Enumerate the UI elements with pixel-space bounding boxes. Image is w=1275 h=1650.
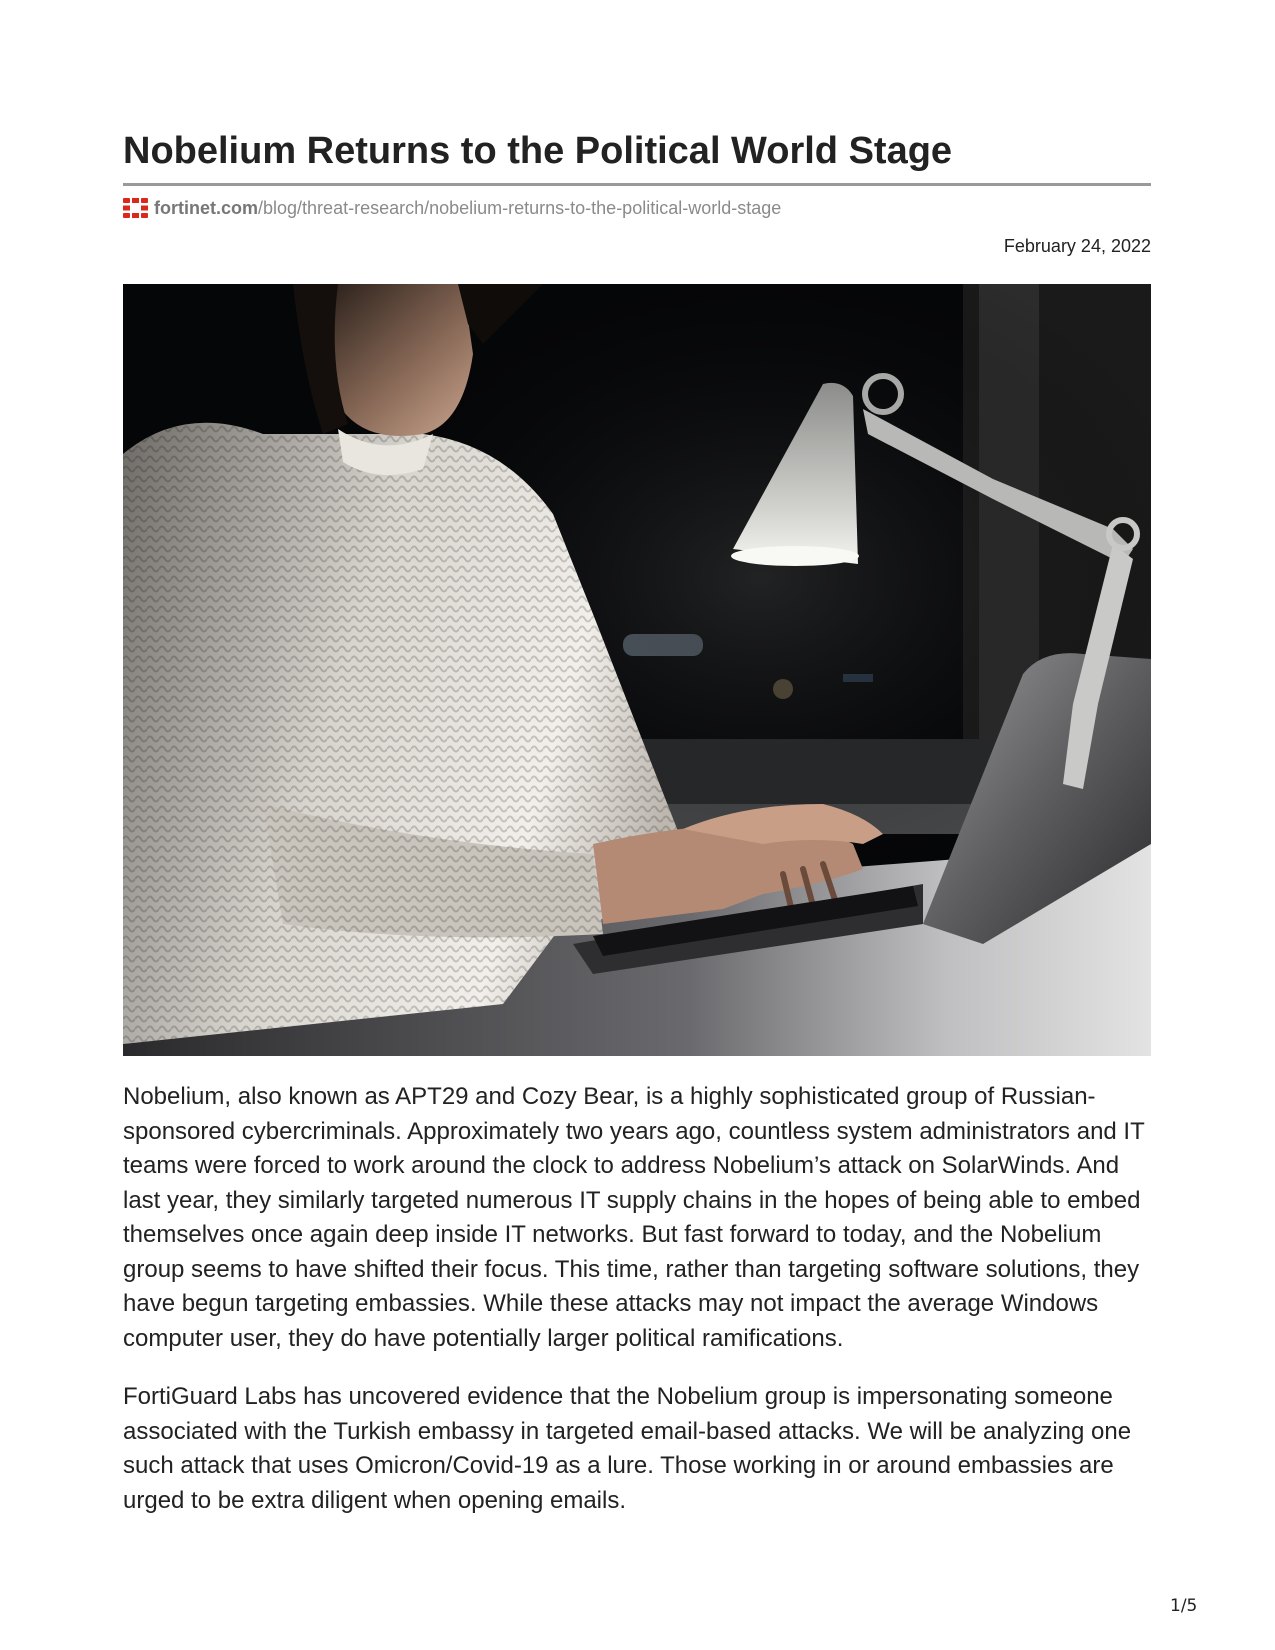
source-path: /blog/threat-research/nobelium-returns-to-the-political-world-stage [258, 197, 782, 218]
photo-woman-typing-laptop-under-desk-lamp [123, 284, 1151, 1056]
source-link[interactable] [123, 196, 781, 220]
article-paragraph: FortiGuard Labs has uncovered evidence that the Nobelium group is impersonating someone associated with the Turkish embassy in targeted email-based attacks. We will be analyzing one such attack that uses Omicron/Covid-19 as a lure. Those working in or around embassies are urged to be extra diligent when opening emails. [123, 1383, 1132, 1514]
fortinet-logo-icon [123, 198, 148, 218]
article-paragraph: Nobelium, also known as APT29 and Cozy Bear, is a highly sophisticated group of Russian-sponsored cybercriminals. Approximately two years ago, countless system administrators and IT teams were forced to work around the clock to address Nobelium’s attack on SolarWinds. And last year, they similarly targeted numerous IT supply chains in the hopes of being able to embed themselves once again deep inside IT networks. But fast forward to today, and the Nobelium group seems to have shifted their focus. This time, rather than targeting software solutions, they have begun targeting embassies. While these attacks may not impact the average Windows computer user, they do have potentially larger political ramifications. [123, 1083, 1145, 1352]
page-number: 1/5 [1170, 1596, 1198, 1616]
title-divider [123, 183, 1151, 186]
article-title: Nobelium Returns to the Political World Stage [123, 130, 953, 172]
source-domain: fortinet.com [154, 197, 259, 218]
publish-date: February 24, 2022 [1003, 236, 1151, 256]
article-body [123, 1080, 1151, 1542]
hero-image [123, 284, 1151, 1056]
